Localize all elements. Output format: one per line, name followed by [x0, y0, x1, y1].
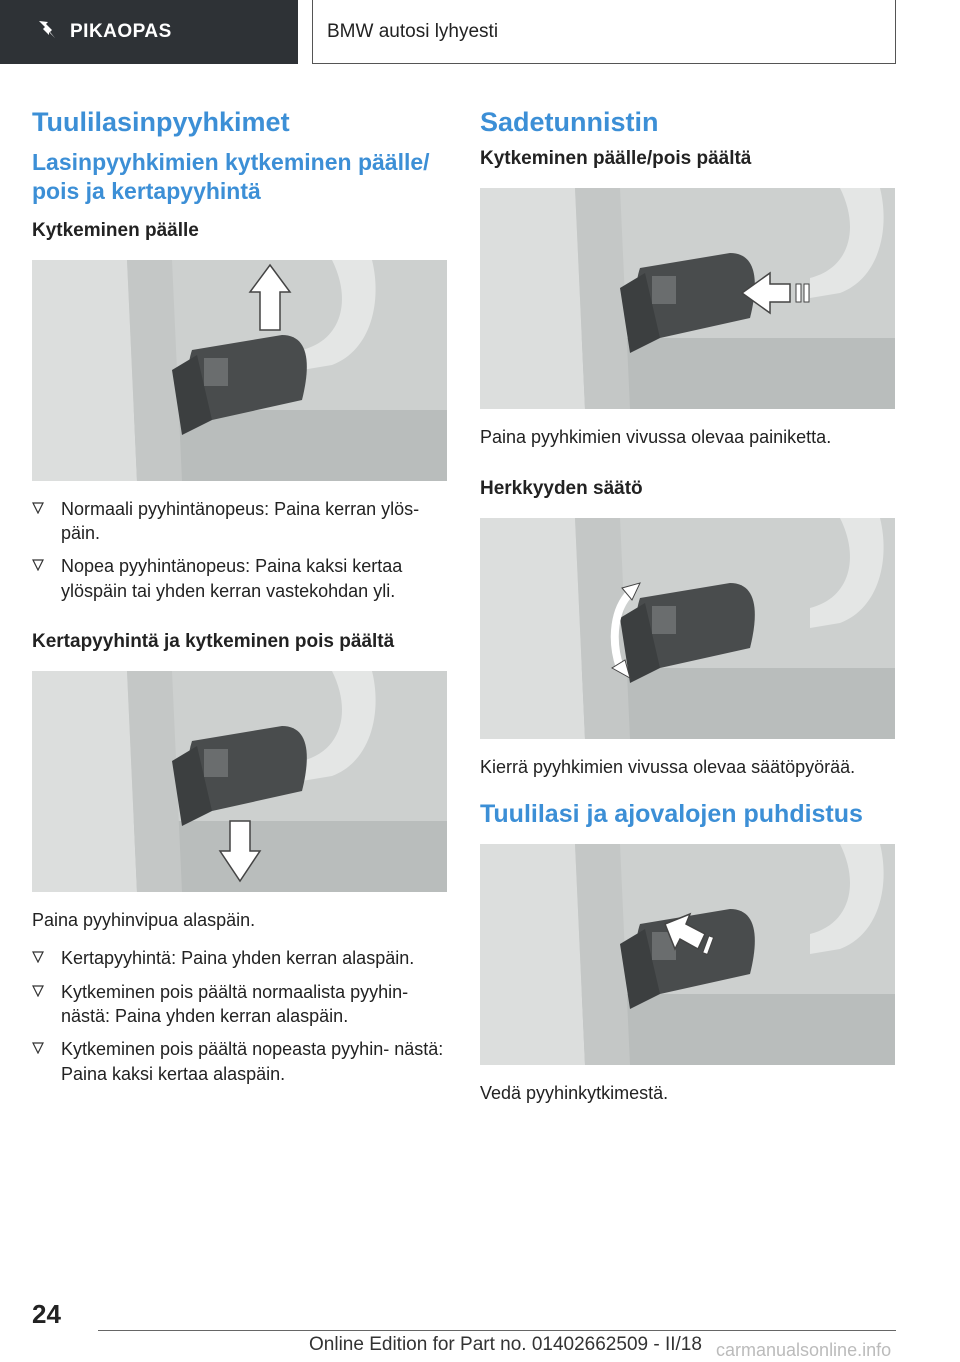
list-switch-off	[32, 946, 447, 1085]
illustration-washer	[480, 844, 895, 1065]
text-switch-off: Paina pyyhinvipua alaspäin.	[32, 910, 256, 931]
illustration-sensitivity-wheel	[480, 518, 895, 739]
illustration-wiper-up	[32, 260, 447, 481]
header-tab-label: PIKAOPAS	[70, 21, 172, 42]
triangle-bullet-icon	[32, 559, 44, 571]
heading-rain-on-off: Kytkeminen päälle/pois päältä	[480, 148, 752, 170]
list-item-text: Kytkeminen pois päältä nopeasta pyyhin- nästä: Paina kaksi kertaa alaspäin.	[61, 1039, 444, 1084]
list-item-text: Kertapyyhintä: Paina yhden kerran alaspäin.	[61, 948, 415, 969]
triangle-bullet-icon	[32, 985, 44, 997]
list-item	[32, 554, 447, 603]
text-washer: Vedä pyyhinkytkimestä.	[480, 1083, 669, 1104]
text-rain-on-off: Paina pyyhkimien vivussa olevaa painiketta.	[480, 427, 832, 448]
section-title: BMW autosi lyhyesti	[327, 20, 499, 42]
footer-edition: Online Edition for Part no. 01402662509 - II/18	[309, 1334, 702, 1355]
watermark: carmanualsonline.info	[716, 1340, 892, 1360]
footer-divider	[98, 1330, 896, 1331]
list-item	[32, 980, 447, 1029]
section-subtitle: Lasinpyyhkimien kytkeminen päälle/ pois ja kertapyyhintä	[32, 149, 430, 205]
triangle-bullet-icon	[32, 951, 44, 963]
list-switch-on	[32, 497, 447, 603]
list-item	[32, 946, 447, 970]
illustration-rain-sensor-button	[480, 188, 895, 409]
triangle-bullet-icon	[32, 502, 44, 514]
header-tab[interactable]	[0, 0, 298, 64]
heading-switch-on: Kytkeminen päälle	[32, 219, 199, 241]
quick-guide-icon	[36, 19, 58, 46]
illustration-wiper-down	[32, 671, 447, 892]
list-item-text: Normaali pyyhintänopeus: Paina kerran ylös- päin.	[61, 498, 420, 544]
list-item-text: Nopea pyyhintänopeus: Paina kaksi kertaa ylöspäin tai yhden kerran vastekohdan yli.	[61, 556, 403, 601]
triangle-bullet-icon	[32, 1042, 44, 1054]
wash-title: Tuulilasi ja ajovalojen puhdistus	[480, 799, 863, 828]
rain-sensor-title: Sadetunnistin	[480, 107, 659, 137]
right-column	[480, 96, 895, 1120]
text-sensitivity: Kierrä pyyhkimien vivussa olevaa säätöpyörää.	[480, 756, 856, 777]
header-section-title	[312, 0, 896, 64]
heading-switch-off: Kertapyyhintä ja kytkeminen pois päältä	[32, 631, 395, 653]
heading-sensitivity: Herkkyyden säätö	[480, 477, 643, 499]
list-item	[32, 1037, 447, 1086]
page-title: Tuulilasinpyyhkimet	[32, 107, 290, 137]
page-number: 24	[32, 1299, 61, 1329]
left-column	[32, 96, 447, 1114]
list-item	[32, 497, 447, 546]
list-item-text: Kytkeminen pois päältä normaalista pyyhin- nästä: Paina yhden kerran alaspäin.	[61, 981, 409, 1026]
